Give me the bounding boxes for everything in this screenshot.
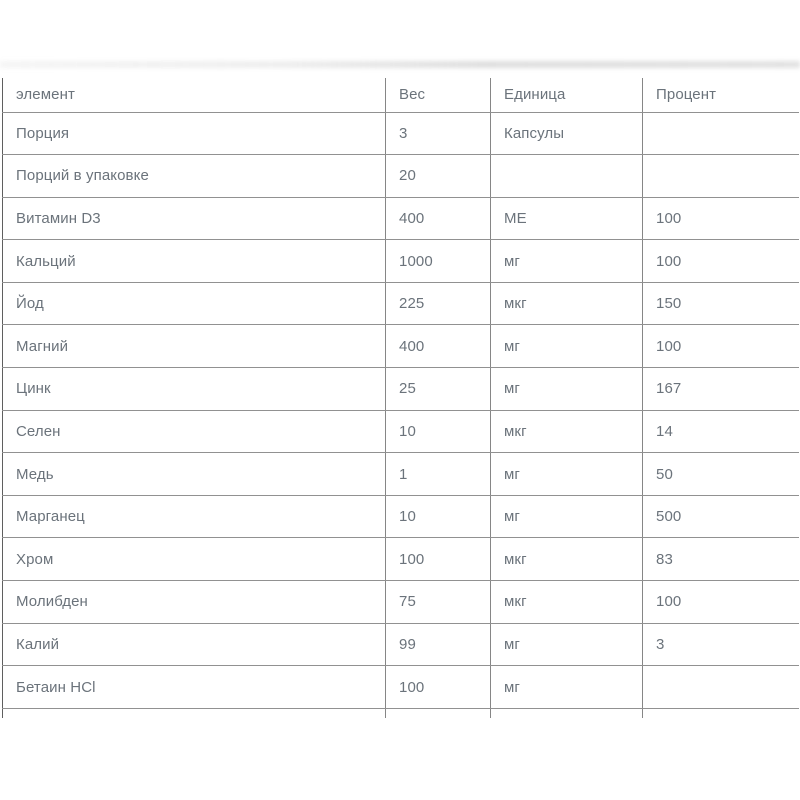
unit-cell: мг xyxy=(491,240,643,283)
header-row xyxy=(3,78,800,112)
column-header-weight: Вес xyxy=(386,78,491,112)
element-cell: Селен xyxy=(3,410,386,453)
unit-cell: мкг xyxy=(491,581,643,624)
column-header-percent: Процент xyxy=(643,78,800,112)
unit-cell: мг xyxy=(491,623,643,666)
weight-cell: 1 xyxy=(386,453,491,496)
percent-cell xyxy=(643,708,800,718)
table-row xyxy=(3,453,800,496)
percent-cell: 100 xyxy=(643,325,800,368)
element-cell: Кальций xyxy=(3,240,386,283)
element-cell: Магний xyxy=(3,325,386,368)
percent-cell: 83 xyxy=(643,538,800,581)
element-cell: Бетаин HCl xyxy=(3,666,386,709)
weight-cell: 100 xyxy=(386,666,491,709)
unit-cell: мг xyxy=(491,495,643,538)
percent-cell xyxy=(643,155,800,198)
percent-cell: 500 xyxy=(643,495,800,538)
element-cell: Порций в упаковке xyxy=(3,155,386,198)
percent-cell: 150 xyxy=(643,282,800,325)
unit-cell: мг xyxy=(491,368,643,411)
unit-cell xyxy=(491,155,643,198)
element-cell: Витамин D3 xyxy=(3,197,386,240)
percent-cell: 14 xyxy=(643,410,800,453)
weight-cell: 225 xyxy=(386,282,491,325)
table-row xyxy=(3,240,800,283)
table-row xyxy=(3,495,800,538)
percent-cell: 3 xyxy=(643,623,800,666)
weight-cell: 1000 xyxy=(386,240,491,283)
percent-cell: 100 xyxy=(643,197,800,240)
element-cell: Хром xyxy=(3,538,386,581)
weight-cell: 75 xyxy=(386,581,491,624)
unit-cell: мг xyxy=(491,666,643,709)
table-row xyxy=(3,112,800,155)
unit-cell: мкг xyxy=(491,282,643,325)
percent-cell: 100 xyxy=(643,240,800,283)
element-cell: Калий xyxy=(3,623,386,666)
unit-cell: мг xyxy=(491,453,643,496)
element-cell: Медь xyxy=(3,453,386,496)
weight-cell: 400 xyxy=(386,197,491,240)
column-header-unit: Единица xyxy=(491,78,643,112)
element-cell: Молибден xyxy=(3,581,386,624)
table-row xyxy=(3,538,800,581)
percent-cell: 50 xyxy=(643,453,800,496)
table-row xyxy=(3,666,800,709)
element-cell: Марганец xyxy=(3,495,386,538)
element-cell xyxy=(3,708,386,718)
unit-cell: мкг xyxy=(491,538,643,581)
table-row xyxy=(3,410,800,453)
table-row xyxy=(3,325,800,368)
table-row xyxy=(3,197,800,240)
column-header-element: элемент xyxy=(3,78,386,112)
nutrition-facts-table xyxy=(2,78,799,718)
weight-cell: 99 xyxy=(386,623,491,666)
nutrition-table-container xyxy=(2,78,799,718)
unit-cell: мг xyxy=(491,325,643,368)
element-cell: Йод xyxy=(3,282,386,325)
element-cell: Порция xyxy=(3,112,386,155)
table-row-partial-clipped xyxy=(3,708,800,718)
unit-cell: мкг xyxy=(491,410,643,453)
weight-cell: 400 xyxy=(386,325,491,368)
weight-cell: 100 xyxy=(386,538,491,581)
table-row xyxy=(3,623,800,666)
table-row xyxy=(3,155,800,198)
percent-cell: 100 xyxy=(643,581,800,624)
table-row xyxy=(3,282,800,325)
table-row xyxy=(3,581,800,624)
table-header xyxy=(3,78,800,112)
weight-cell: 10 xyxy=(386,410,491,453)
percent-cell: 167 xyxy=(643,368,800,411)
weight-cell: 20 xyxy=(386,155,491,198)
weight-cell: 25 xyxy=(386,368,491,411)
percent-cell xyxy=(643,666,800,709)
unit-cell: Капсулы xyxy=(491,112,643,155)
cut-off-content-smudge xyxy=(0,61,800,68)
table-body xyxy=(3,112,800,718)
element-cell: Цинк xyxy=(3,368,386,411)
weight-cell: 10 xyxy=(386,495,491,538)
percent-cell xyxy=(643,112,800,155)
unit-cell xyxy=(491,708,643,718)
table-row xyxy=(3,368,800,411)
weight-cell xyxy=(386,708,491,718)
unit-cell: МЕ xyxy=(491,197,643,240)
weight-cell: 3 xyxy=(386,112,491,155)
